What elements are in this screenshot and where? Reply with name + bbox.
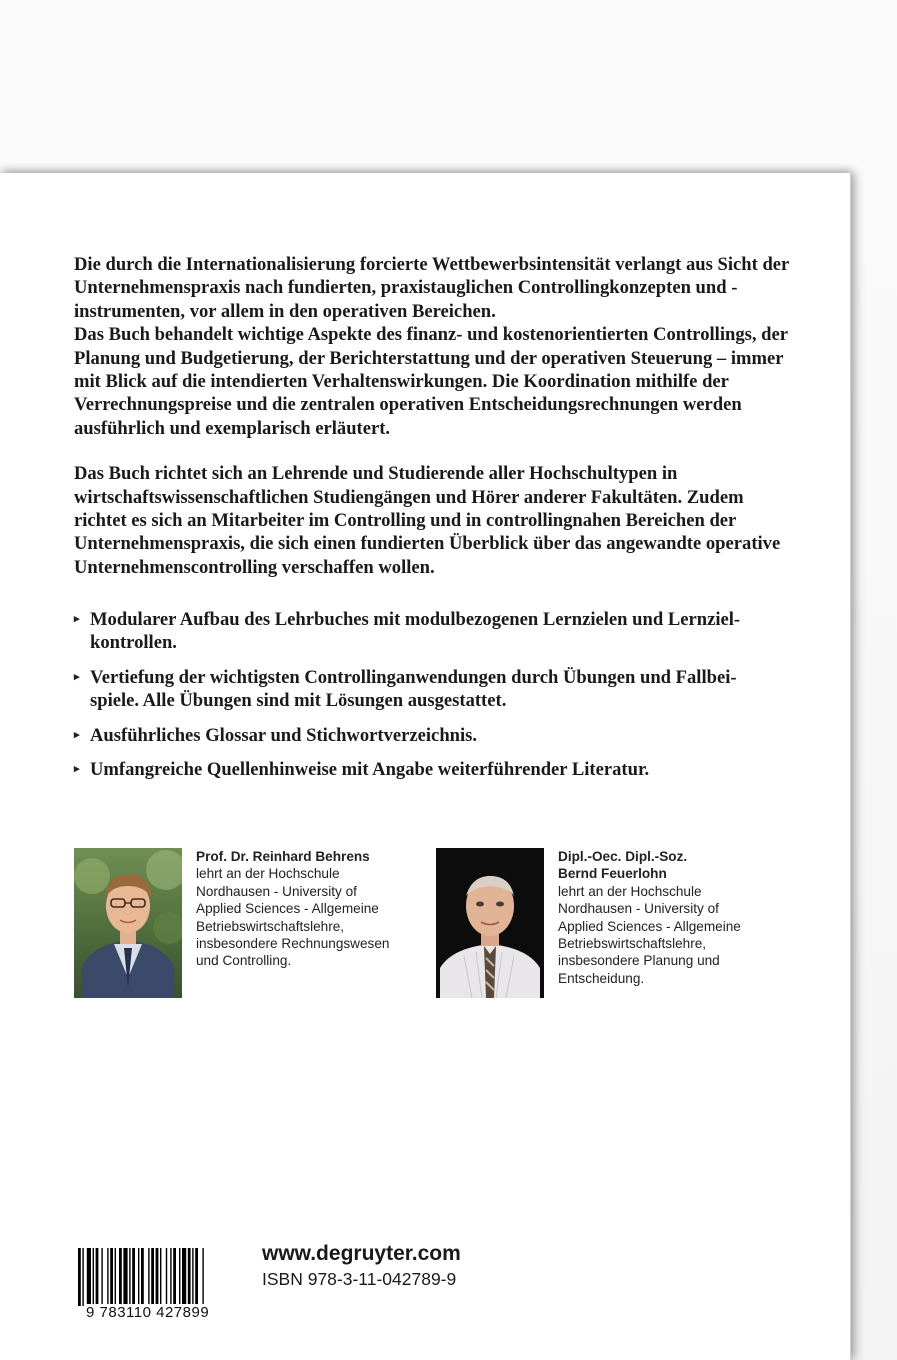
isbn: ISBN 978-3-11-042789-9 <box>262 1269 457 1289</box>
feature-text: Modularer Aufbau des Lehrbuches mit modulbezogenen Lernzielen und Lernziel-kontrollen. <box>90 609 741 654</box>
publisher-url[interactable]: www.degruyter.com <box>262 1242 461 1265</box>
triangle-bullet-icon: ▸ <box>74 763 80 776</box>
feature-text: Ausführliches Glossar und Stichwortverzeichnis. <box>90 724 478 746</box>
author-description: lehrt an der Hochschule Nordhausen - University of Applied Sciences - Allgemeine Betriebswirtschaftslehre, insbesondere Rechnungswesen und Controlling. <box>196 866 390 969</box>
blurb-paragraph: Die durch die Internationalisierung forcierte Wettbewerbsintensität verlangt aus Sicht der Unternehmenspraxis nach fundierten, praxistauglichen Controllingkonzepten und -instrumenten, vor allem in den operativen Bereichen. <box>74 254 789 322</box>
feature-item <box>74 724 774 747</box>
author-bio <box>196 848 426 970</box>
triangle-bullet-icon: ▸ <box>74 613 80 625</box>
author-bio <box>558 848 788 987</box>
blurb-paragraph: Das Buch richtet sich an Lehrende und Studierende aller Hochschultypen in wirtschaftswissenschaftlichen Studiengängen und Hörer anderer Fakultäten. Zudem richtet es sich an Mitarbeiter im Controlling und in controllingnahen Bereichen der Unternehmenspraxis, die sich einen fundierten Überblick über das angewandte operative Unternehmenscontrolling verschaffen wollen. <box>74 463 781 578</box>
author-photo <box>74 848 182 998</box>
author-photo <box>436 848 544 998</box>
feature-text: Umfangreiche Quellenhinweise mit Angabe weiterführender Literatur. <box>90 759 650 781</box>
author-description: lehrt an der Hochschule Nordhausen - University of Applied Sciences - Allgemeine Betriebswirtschaftslehre, insbesondere Planung und Entscheidung. <box>558 883 741 986</box>
barcode-digits: 9 783110 427899 <box>84 1304 238 1321</box>
feature-list <box>74 608 774 792</box>
feature-item <box>74 608 774 655</box>
feature-text: Vertiefung der wichtigsten Controllinganwendungen durch Übungen und Fallbei-spiele. Alle Übungen sind mit Lösungen ausgestattet. <box>90 666 737 712</box>
author-name: Prof. Dr. Reinhard Behrens <box>196 849 370 864</box>
publisher-info <box>262 1240 461 1290</box>
triangle-bullet-icon: ▸ <box>74 728 80 741</box>
author-name: Dipl.-Oec. Dipl.-Soz. Bernd Feuerlohn <box>558 849 688 882</box>
blurb-paragraph: Das Buch behandelt wichtige Aspekte des finanz- und kostenorientierten Controllings, der Planung und Budgetierung, der Berichterstattung und der operativen Steuerung – immer mit Blick auf die intendierten Verhaltenswirkungen. Die Koordination mithilfe der Verrechnungspreise und die zentralen operativen Entscheidungsrechnungen werden ausführlich und exemplarisch erläutert. <box>74 324 788 439</box>
blurb <box>74 253 794 579</box>
triangle-bullet-icon: ▸ <box>74 670 80 683</box>
feature-item <box>74 666 774 713</box>
feature-item <box>74 758 774 781</box>
